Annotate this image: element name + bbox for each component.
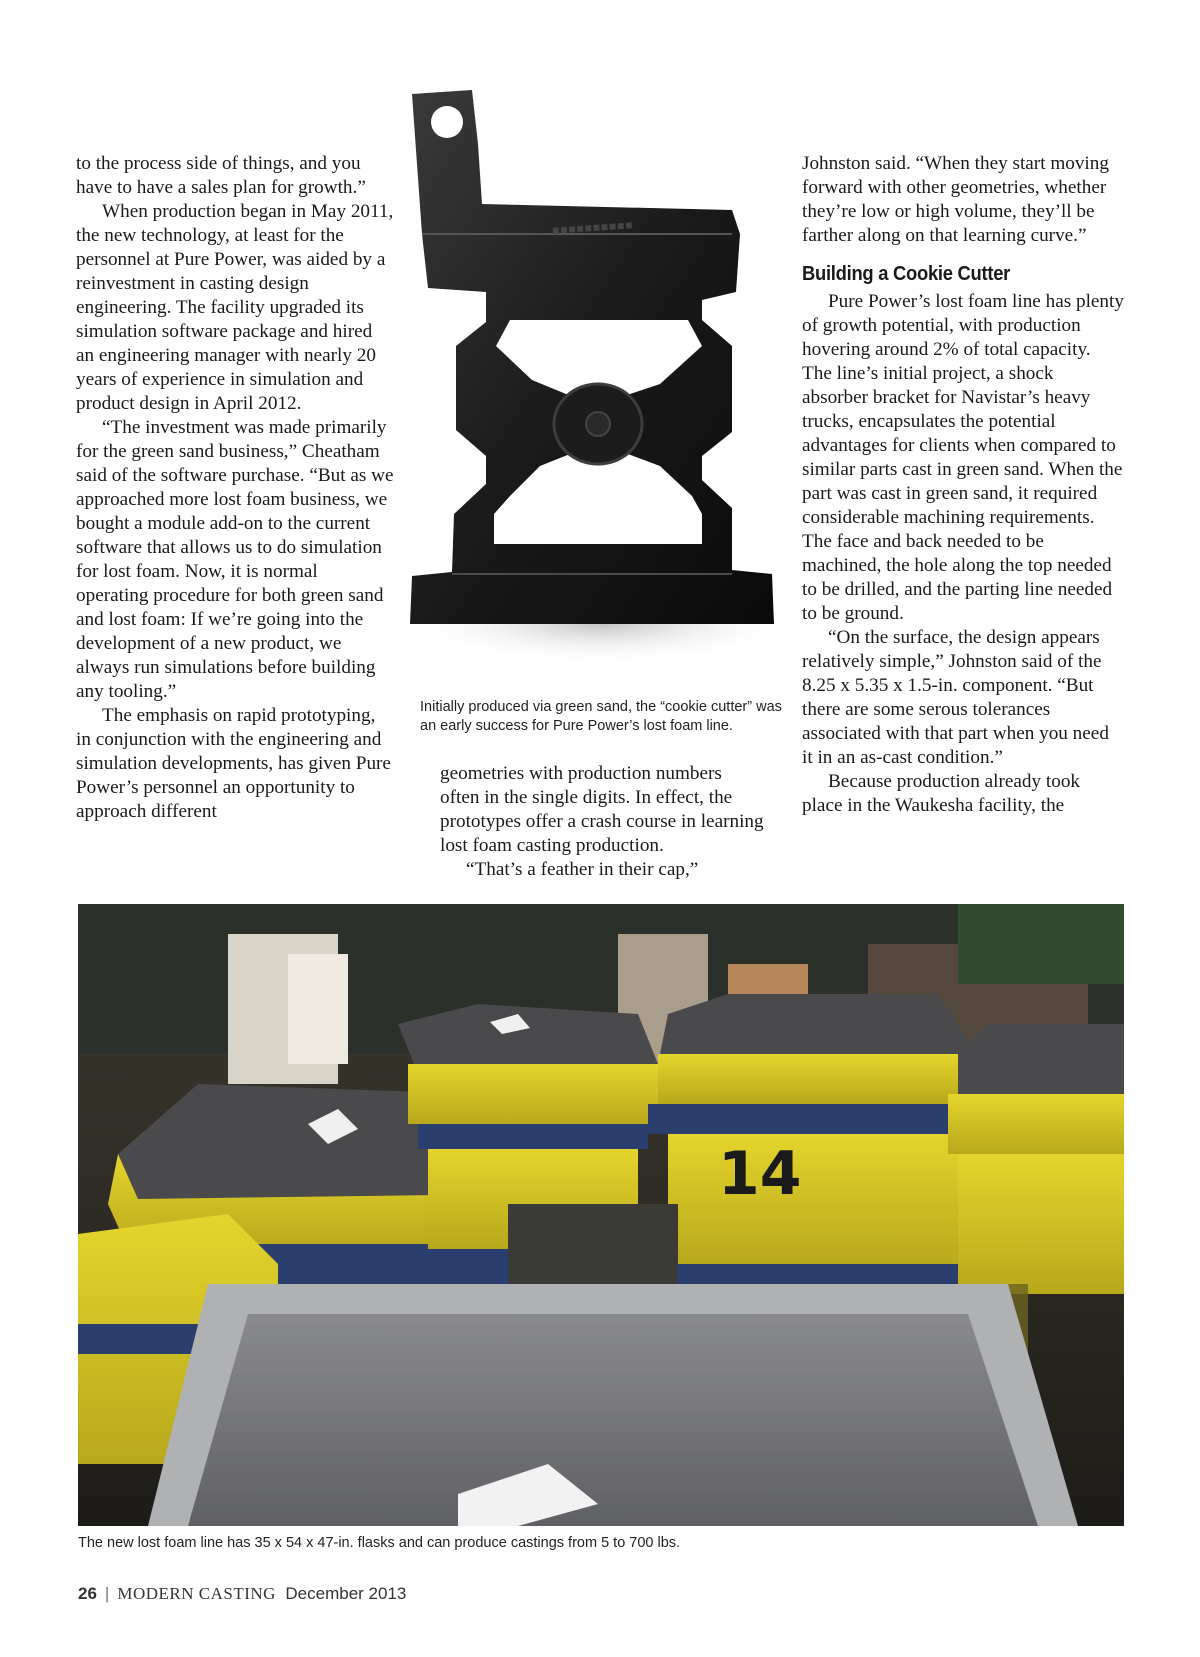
- magazine-name: MODERN CASTING: [117, 1584, 276, 1603]
- article-left-column: [76, 152, 394, 824]
- paragraph: “That’s a feather in their cap,”: [466, 859, 699, 880]
- paragraph: Pure Power’s lost foam line has plenty of growth potential, with production hovering around 2% of total capacity. The line’s initial project, a shock absorber bracket for Navistar’s heavy trucks, encapsulates the potential advantages for clients when compared to similar parts cast in green sand. When the part was cast in green sand, it required considerable machining requirements. The face and back needed to be machined, the hole along the top needed to be drilled, and the parting line needed to be ground.: [802, 291, 1124, 624]
- paragraph: Because production already took place in the Waukesha facility, the: [802, 771, 1081, 816]
- cookie-cutter-casting-photo: [402, 84, 792, 666]
- lost-foam-line-photo: [78, 904, 1124, 1526]
- page-number: 26: [78, 1584, 97, 1603]
- paragraph: “The investment was made primarily for the green sand business,” Cheatham said of the software purchase. “But as we approached more lost foam business, we bought a module add-on to the current software that allows us to do simulation for lost foam. Now, it is normal operating procedure for both green sand and lost foam: If we’re going into the development of a new product, we always run simulations before building any tooling.”: [76, 417, 394, 702]
- issue-date: December 2013: [285, 1584, 407, 1603]
- article-right-column: [802, 152, 1124, 818]
- paragraph: When production began in May 2011, the new technology, at least for the personnel at Pure Power, was aided by a reinvestment in casting design engineering. The facility upgraded its simulation software package and hired an engineering manager with nearly 20 years of experience in simulation and product design in April 2012.: [76, 201, 394, 414]
- svg-text:▪▪▪▪▪▪▪▪▪▪: ▪▪▪▪▪▪▪▪▪▪: [551, 217, 634, 237]
- paragraph: to the process side of things, and you have to have a sales plan for growth.”: [76, 153, 366, 198]
- paragraph: “On the surface, the design appears relatively simple,” Johnston said of the 8.25 x 5.35 x 1.5-in. component. “But there are some serous tolerances associated with that part when you need it in an as-cast condition.”: [802, 627, 1109, 768]
- paragraph: Johnston said. “When they start moving forward with other geometries, whether they’re low or high volume, they’ll be farther along on that learning curve.”: [802, 153, 1109, 246]
- cookie-cutter-caption: Initially produced via green sand, the “cookie cutter” was an early success for Pure Power’s lost foam line.: [420, 699, 782, 734]
- lost-foam-line-caption: The new lost foam line has 35 x 54 x 47-in. flasks and can produce castings from 5 to 700 lbs.: [78, 1535, 681, 1551]
- page-footer: [78, 1584, 406, 1604]
- article-middle-column: [440, 762, 766, 882]
- footer-separator: |: [104, 1584, 110, 1603]
- flask-number: 14: [718, 1139, 802, 1209]
- paragraph: The emphasis on rapid prototyping, in conjunction with the engineering and simulation developments, has given Pure Power’s personnel an opportunity to approach different: [76, 705, 391, 822]
- section-subhead: Building a Cookie Cutter: [802, 263, 1011, 285]
- paragraph: geometries with production numbers often in the single digits. In effect, the prototypes offer a crash course in learning lost foam casting production.: [440, 763, 764, 856]
